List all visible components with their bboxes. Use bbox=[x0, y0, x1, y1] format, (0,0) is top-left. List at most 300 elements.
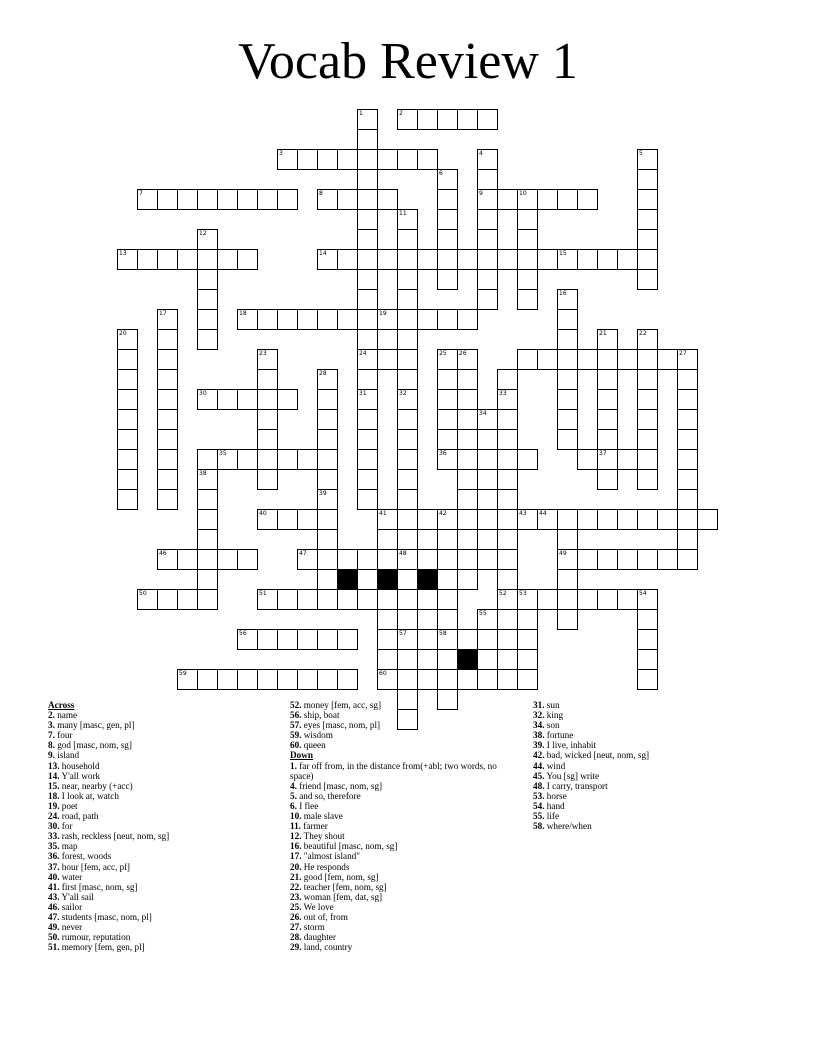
grid-cell[interactable] bbox=[637, 389, 658, 410]
grid-cell[interactable] bbox=[357, 309, 378, 330]
grid-cell[interactable] bbox=[137, 249, 158, 270]
grid-cell[interactable] bbox=[257, 449, 278, 470]
grid-cell[interactable] bbox=[477, 609, 498, 630]
grid-cell[interactable] bbox=[637, 369, 658, 390]
grid-cell[interactable] bbox=[277, 509, 298, 530]
grid-cell[interactable] bbox=[237, 309, 258, 330]
grid-cell[interactable] bbox=[417, 529, 438, 550]
grid-cell[interactable] bbox=[517, 349, 538, 370]
grid-cell[interactable] bbox=[437, 589, 458, 610]
grid-cell[interactable] bbox=[477, 469, 498, 490]
grid-cell[interactable] bbox=[257, 629, 278, 650]
grid-cell[interactable] bbox=[237, 389, 258, 410]
grid-cell[interactable] bbox=[617, 549, 638, 570]
grid-cell[interactable] bbox=[117, 329, 138, 350]
grid-cell[interactable] bbox=[437, 369, 458, 390]
grid-cell[interactable] bbox=[437, 609, 458, 630]
grid-cell[interactable] bbox=[497, 429, 518, 450]
grid-cell[interactable] bbox=[437, 209, 458, 230]
grid-cell[interactable] bbox=[637, 669, 658, 690]
grid-cell[interactable] bbox=[357, 149, 378, 170]
grid-cell[interactable] bbox=[197, 669, 218, 690]
grid-cell[interactable] bbox=[537, 589, 558, 610]
grid-cell[interactable] bbox=[397, 309, 418, 330]
grid-cell[interactable] bbox=[157, 449, 178, 470]
grid-cell[interactable] bbox=[457, 469, 478, 490]
grid-cell[interactable] bbox=[577, 589, 598, 610]
grid-cell[interactable] bbox=[337, 629, 358, 650]
grid-cell[interactable] bbox=[297, 309, 318, 330]
grid-cell[interactable] bbox=[257, 369, 278, 390]
grid-cell[interactable] bbox=[637, 449, 658, 470]
grid-cell[interactable] bbox=[117, 389, 138, 410]
grid-cell[interactable] bbox=[437, 229, 458, 250]
grid-cell[interactable] bbox=[637, 169, 658, 190]
grid-cell[interactable] bbox=[117, 249, 138, 270]
grid-cell[interactable] bbox=[177, 549, 198, 570]
grid-cell[interactable] bbox=[397, 649, 418, 670]
grid-cell[interactable] bbox=[417, 509, 438, 530]
grid-cell[interactable] bbox=[317, 369, 338, 390]
grid-cell[interactable] bbox=[557, 569, 578, 590]
grid-cell[interactable] bbox=[157, 429, 178, 450]
grid-cell[interactable] bbox=[317, 429, 338, 450]
grid-cell[interactable] bbox=[437, 549, 458, 570]
grid-cell[interactable] bbox=[517, 189, 538, 210]
grid-cell[interactable] bbox=[437, 509, 458, 530]
grid-cell[interactable] bbox=[377, 589, 398, 610]
grid-cell[interactable] bbox=[397, 669, 418, 690]
grid-cell[interactable] bbox=[397, 569, 418, 590]
grid-cell[interactable] bbox=[477, 229, 498, 250]
grid-cell[interactable] bbox=[397, 269, 418, 290]
grid-cell[interactable] bbox=[637, 509, 658, 530]
grid-cell[interactable] bbox=[457, 569, 478, 590]
grid-cell[interactable] bbox=[437, 569, 458, 590]
grid-cell[interactable] bbox=[397, 209, 418, 230]
grid-cell[interactable] bbox=[317, 469, 338, 490]
grid-cell[interactable] bbox=[677, 389, 698, 410]
grid-cell[interactable] bbox=[317, 409, 338, 430]
grid-cell[interactable] bbox=[557, 589, 578, 610]
grid-cell[interactable] bbox=[117, 489, 138, 510]
grid-cell[interactable] bbox=[337, 309, 358, 330]
grid-cell[interactable] bbox=[197, 329, 218, 350]
grid-cell[interactable] bbox=[637, 589, 658, 610]
grid-cell[interactable] bbox=[377, 189, 398, 210]
grid-cell[interactable] bbox=[677, 349, 698, 370]
grid-cell[interactable] bbox=[657, 509, 678, 530]
grid-cell[interactable] bbox=[177, 589, 198, 610]
grid-cell[interactable] bbox=[657, 549, 678, 570]
grid-cell[interactable] bbox=[357, 169, 378, 190]
grid-cell[interactable] bbox=[677, 369, 698, 390]
grid-cell[interactable] bbox=[237, 189, 258, 210]
grid-cell[interactable] bbox=[497, 469, 518, 490]
grid-cell[interactable] bbox=[457, 349, 478, 370]
grid-cell[interactable] bbox=[357, 229, 378, 250]
grid-cell[interactable] bbox=[417, 109, 438, 130]
grid-cell[interactable] bbox=[157, 549, 178, 570]
grid-cell[interactable] bbox=[297, 589, 318, 610]
grid-cell[interactable] bbox=[597, 509, 618, 530]
grid-cell[interactable] bbox=[657, 349, 678, 370]
grid-cell[interactable] bbox=[217, 189, 238, 210]
grid-cell[interactable] bbox=[497, 449, 518, 470]
grid-cell[interactable] bbox=[397, 549, 418, 570]
grid-cell[interactable] bbox=[437, 449, 458, 470]
grid-cell[interactable] bbox=[617, 349, 638, 370]
grid-cell[interactable] bbox=[237, 629, 258, 650]
grid-cell[interactable] bbox=[477, 289, 498, 310]
grid-cell[interactable] bbox=[397, 509, 418, 530]
grid-cell[interactable] bbox=[597, 549, 618, 570]
grid-cell[interactable] bbox=[357, 449, 378, 470]
grid-cell[interactable] bbox=[517, 669, 538, 690]
grid-cell[interactable] bbox=[357, 549, 378, 570]
grid-cell[interactable] bbox=[517, 289, 538, 310]
grid-cell[interactable] bbox=[637, 609, 658, 630]
grid-cell[interactable] bbox=[637, 629, 658, 650]
grid-cell[interactable] bbox=[497, 629, 518, 650]
grid-cell[interactable] bbox=[637, 209, 658, 230]
grid-cell[interactable] bbox=[177, 249, 198, 270]
grid-cell[interactable] bbox=[277, 669, 298, 690]
grid-cell[interactable] bbox=[457, 549, 478, 570]
grid-cell[interactable] bbox=[157, 389, 178, 410]
grid-cell[interactable] bbox=[537, 509, 558, 530]
grid-cell[interactable] bbox=[557, 409, 578, 430]
grid-cell[interactable] bbox=[257, 669, 278, 690]
grid-cell[interactable] bbox=[197, 289, 218, 310]
grid-cell[interactable] bbox=[557, 289, 578, 310]
grid-cell[interactable] bbox=[357, 269, 378, 290]
grid-cell[interactable] bbox=[497, 669, 518, 690]
grid-cell[interactable] bbox=[457, 309, 478, 330]
grid-cell[interactable] bbox=[497, 609, 518, 630]
grid-cell[interactable] bbox=[557, 189, 578, 210]
grid-cell[interactable] bbox=[277, 449, 298, 470]
grid-cell[interactable] bbox=[617, 589, 638, 610]
grid-cell[interactable] bbox=[197, 309, 218, 330]
grid-cell[interactable] bbox=[337, 549, 358, 570]
grid-cell[interactable] bbox=[277, 189, 298, 210]
grid-cell[interactable] bbox=[317, 509, 338, 530]
grid-cell[interactable] bbox=[217, 669, 238, 690]
grid-cell[interactable] bbox=[497, 369, 518, 390]
grid-cell[interactable] bbox=[377, 149, 398, 170]
grid-cell[interactable] bbox=[597, 469, 618, 490]
grid-cell[interactable] bbox=[397, 249, 418, 270]
grid-cell[interactable] bbox=[457, 489, 478, 510]
grid-cell[interactable] bbox=[477, 149, 498, 170]
grid-cell[interactable] bbox=[637, 229, 658, 250]
grid-cell[interactable] bbox=[377, 249, 398, 270]
grid-cell[interactable] bbox=[637, 189, 658, 210]
grid-cell[interactable] bbox=[517, 209, 538, 230]
grid-cell[interactable] bbox=[497, 589, 518, 610]
grid-cell[interactable] bbox=[317, 569, 338, 590]
grid-cell[interactable] bbox=[577, 189, 598, 210]
grid-cell[interactable] bbox=[197, 389, 218, 410]
grid-cell[interactable] bbox=[257, 409, 278, 430]
grid-cell[interactable] bbox=[437, 389, 458, 410]
grid-cell[interactable] bbox=[457, 669, 478, 690]
grid-cell[interactable] bbox=[257, 189, 278, 210]
grid-cell[interactable] bbox=[597, 349, 618, 370]
grid-cell[interactable] bbox=[517, 649, 538, 670]
grid-cell[interactable] bbox=[417, 609, 438, 630]
grid-cell[interactable] bbox=[377, 509, 398, 530]
grid-cell[interactable] bbox=[477, 629, 498, 650]
grid-cell[interactable] bbox=[477, 489, 498, 510]
grid-cell[interactable] bbox=[677, 529, 698, 550]
grid-cell[interactable] bbox=[197, 589, 218, 610]
grid-cell[interactable] bbox=[477, 509, 498, 530]
grid-cell[interactable] bbox=[257, 589, 278, 610]
grid-cell[interactable] bbox=[457, 409, 478, 430]
grid-cell[interactable] bbox=[197, 509, 218, 530]
grid-cell[interactable] bbox=[297, 449, 318, 470]
grid-cell[interactable] bbox=[217, 249, 238, 270]
grid-cell[interactable] bbox=[397, 289, 418, 310]
grid-cell[interactable] bbox=[237, 449, 258, 470]
grid-cell[interactable] bbox=[257, 429, 278, 450]
grid-cell[interactable] bbox=[237, 249, 258, 270]
grid-cell[interactable] bbox=[397, 369, 418, 390]
grid-cell[interactable] bbox=[377, 669, 398, 690]
grid-cell[interactable] bbox=[197, 269, 218, 290]
grid-cell[interactable] bbox=[337, 669, 358, 690]
grid-cell[interactable] bbox=[317, 529, 338, 550]
grid-cell[interactable] bbox=[677, 449, 698, 470]
grid-cell[interactable] bbox=[417, 149, 438, 170]
grid-cell[interactable] bbox=[177, 669, 198, 690]
grid-cell[interactable] bbox=[437, 429, 458, 450]
grid-cell[interactable] bbox=[417, 649, 438, 670]
grid-cell[interactable] bbox=[397, 429, 418, 450]
grid-cell[interactable] bbox=[417, 549, 438, 570]
grid-cell[interactable] bbox=[517, 269, 538, 290]
grid-cell[interactable] bbox=[317, 189, 338, 210]
grid-cell[interactable] bbox=[497, 249, 518, 270]
grid-cell[interactable] bbox=[197, 569, 218, 590]
grid-cell[interactable] bbox=[317, 249, 338, 270]
grid-cell[interactable] bbox=[637, 329, 658, 350]
grid-cell[interactable] bbox=[457, 629, 478, 650]
grid-cell[interactable] bbox=[637, 269, 658, 290]
grid-cell[interactable] bbox=[317, 309, 338, 330]
grid-cell[interactable] bbox=[497, 649, 518, 670]
grid-cell[interactable] bbox=[477, 189, 498, 210]
grid-cell[interactable] bbox=[677, 409, 698, 430]
grid-cell[interactable] bbox=[197, 529, 218, 550]
grid-cell[interactable] bbox=[257, 309, 278, 330]
grid-cell[interactable] bbox=[357, 469, 378, 490]
grid-cell[interactable] bbox=[337, 249, 358, 270]
grid-cell[interactable] bbox=[557, 509, 578, 530]
grid-cell[interactable] bbox=[397, 109, 418, 130]
grid-cell[interactable] bbox=[357, 249, 378, 270]
grid-cell[interactable] bbox=[297, 549, 318, 570]
grid-cell[interactable] bbox=[297, 509, 318, 530]
grid-cell[interactable] bbox=[417, 669, 438, 690]
grid-cell[interactable] bbox=[517, 629, 538, 650]
grid-cell[interactable] bbox=[397, 629, 418, 650]
grid-cell[interactable] bbox=[197, 189, 218, 210]
grid-cell[interactable] bbox=[697, 509, 718, 530]
grid-cell[interactable] bbox=[457, 369, 478, 390]
grid-cell[interactable] bbox=[117, 369, 138, 390]
grid-cell[interactable] bbox=[397, 149, 418, 170]
grid-cell[interactable] bbox=[137, 189, 158, 210]
grid-cell[interactable] bbox=[397, 449, 418, 470]
grid-cell[interactable] bbox=[477, 409, 498, 430]
grid-cell[interactable] bbox=[297, 629, 318, 650]
grid-cell[interactable] bbox=[377, 309, 398, 330]
grid-cell[interactable] bbox=[397, 609, 418, 630]
grid-cell[interactable] bbox=[617, 249, 638, 270]
grid-cell[interactable] bbox=[557, 389, 578, 410]
grid-cell[interactable] bbox=[437, 249, 458, 270]
grid-cell[interactable] bbox=[157, 489, 178, 510]
grid-cell[interactable] bbox=[677, 469, 698, 490]
grid-cell[interactable] bbox=[377, 529, 398, 550]
grid-cell[interactable] bbox=[317, 149, 338, 170]
grid-cell[interactable] bbox=[137, 589, 158, 610]
grid-cell[interactable] bbox=[677, 489, 698, 510]
grid-cell[interactable] bbox=[597, 389, 618, 410]
grid-cell[interactable] bbox=[157, 349, 178, 370]
grid-cell[interactable] bbox=[377, 609, 398, 630]
grid-cell[interactable] bbox=[357, 429, 378, 450]
grid-cell[interactable] bbox=[157, 249, 178, 270]
grid-cell[interactable] bbox=[597, 409, 618, 430]
grid-cell[interactable] bbox=[637, 649, 658, 670]
grid-cell[interactable] bbox=[117, 409, 138, 430]
grid-cell[interactable] bbox=[197, 489, 218, 510]
grid-cell[interactable] bbox=[217, 449, 238, 470]
grid-cell[interactable] bbox=[157, 189, 178, 210]
grid-cell[interactable] bbox=[437, 409, 458, 430]
grid-cell[interactable] bbox=[497, 389, 518, 410]
grid-cell[interactable] bbox=[357, 489, 378, 510]
grid-cell[interactable] bbox=[597, 449, 618, 470]
grid-cell[interactable] bbox=[637, 409, 658, 430]
grid-cell[interactable] bbox=[197, 249, 218, 270]
grid-cell[interactable] bbox=[157, 469, 178, 490]
grid-cell[interactable] bbox=[317, 389, 338, 410]
grid-cell[interactable] bbox=[477, 169, 498, 190]
grid-cell[interactable] bbox=[397, 329, 418, 350]
grid-cell[interactable] bbox=[457, 109, 478, 130]
grid-cell[interactable] bbox=[517, 589, 538, 610]
grid-cell[interactable] bbox=[517, 609, 538, 630]
grid-cell[interactable] bbox=[317, 449, 338, 470]
grid-cell[interactable] bbox=[557, 549, 578, 570]
grid-cell[interactable] bbox=[497, 409, 518, 430]
grid-cell[interactable] bbox=[337, 589, 358, 610]
grid-cell[interactable] bbox=[517, 449, 538, 470]
grid-cell[interactable] bbox=[317, 669, 338, 690]
grid-cell[interactable] bbox=[477, 109, 498, 130]
grid-cell[interactable] bbox=[477, 249, 498, 270]
grid-cell[interactable] bbox=[217, 549, 238, 570]
grid-cell[interactable] bbox=[397, 589, 418, 610]
grid-cell[interactable] bbox=[197, 229, 218, 250]
grid-cell[interactable] bbox=[437, 649, 458, 670]
grid-cell[interactable] bbox=[577, 349, 598, 370]
grid-cell[interactable] bbox=[157, 589, 178, 610]
grid-cell[interactable] bbox=[297, 149, 318, 170]
grid-cell[interactable] bbox=[417, 629, 438, 650]
grid-cell[interactable] bbox=[477, 649, 498, 670]
grid-cell[interactable] bbox=[497, 569, 518, 590]
grid-cell[interactable] bbox=[497, 509, 518, 530]
grid-cell[interactable] bbox=[597, 429, 618, 450]
grid-cell[interactable] bbox=[497, 529, 518, 550]
grid-cell[interactable] bbox=[677, 509, 698, 530]
grid-cell[interactable] bbox=[637, 149, 658, 170]
grid-cell[interactable] bbox=[377, 349, 398, 370]
grid-cell[interactable] bbox=[457, 529, 478, 550]
grid-cell[interactable] bbox=[437, 309, 458, 330]
grid-cell[interactable] bbox=[557, 349, 578, 370]
grid-cell[interactable] bbox=[637, 549, 658, 570]
grid-cell[interactable] bbox=[257, 509, 278, 530]
grid-cell[interactable] bbox=[277, 149, 298, 170]
grid-cell[interactable] bbox=[397, 409, 418, 430]
grid-cell[interactable] bbox=[437, 109, 458, 130]
grid-cell[interactable] bbox=[597, 369, 618, 390]
grid-cell[interactable] bbox=[477, 429, 498, 450]
grid-cell[interactable] bbox=[357, 329, 378, 350]
grid-cell[interactable] bbox=[557, 369, 578, 390]
grid-cell[interactable] bbox=[397, 529, 418, 550]
grid-cell[interactable] bbox=[557, 249, 578, 270]
grid-cell[interactable] bbox=[637, 249, 658, 270]
grid-cell[interactable] bbox=[597, 329, 618, 350]
grid-cell[interactable] bbox=[297, 669, 318, 690]
grid-cell[interactable] bbox=[437, 189, 458, 210]
grid-cell[interactable] bbox=[377, 549, 398, 570]
grid-cell[interactable] bbox=[497, 189, 518, 210]
grid-cell[interactable] bbox=[357, 209, 378, 230]
grid-cell[interactable] bbox=[437, 269, 458, 290]
grid-cell[interactable] bbox=[177, 189, 198, 210]
grid-cell[interactable] bbox=[597, 589, 618, 610]
grid-cell[interactable] bbox=[117, 429, 138, 450]
grid-cell[interactable] bbox=[157, 409, 178, 430]
grid-cell[interactable] bbox=[417, 309, 438, 330]
grid-cell[interactable] bbox=[457, 509, 478, 530]
grid-cell[interactable] bbox=[357, 369, 378, 390]
grid-cell[interactable] bbox=[157, 329, 178, 350]
grid-cell[interactable] bbox=[357, 409, 378, 430]
grid-cell[interactable] bbox=[437, 669, 458, 690]
grid-cell[interactable] bbox=[357, 289, 378, 310]
grid-cell[interactable] bbox=[197, 469, 218, 490]
grid-cell[interactable] bbox=[197, 449, 218, 470]
grid-cell[interactable] bbox=[397, 389, 418, 410]
grid-cell[interactable] bbox=[517, 509, 538, 530]
grid-cell[interactable] bbox=[417, 249, 438, 270]
grid-cell[interactable] bbox=[577, 549, 598, 570]
grid-cell[interactable] bbox=[537, 349, 558, 370]
grid-cell[interactable] bbox=[337, 149, 358, 170]
grid-cell[interactable] bbox=[537, 249, 558, 270]
grid-cell[interactable] bbox=[597, 249, 618, 270]
